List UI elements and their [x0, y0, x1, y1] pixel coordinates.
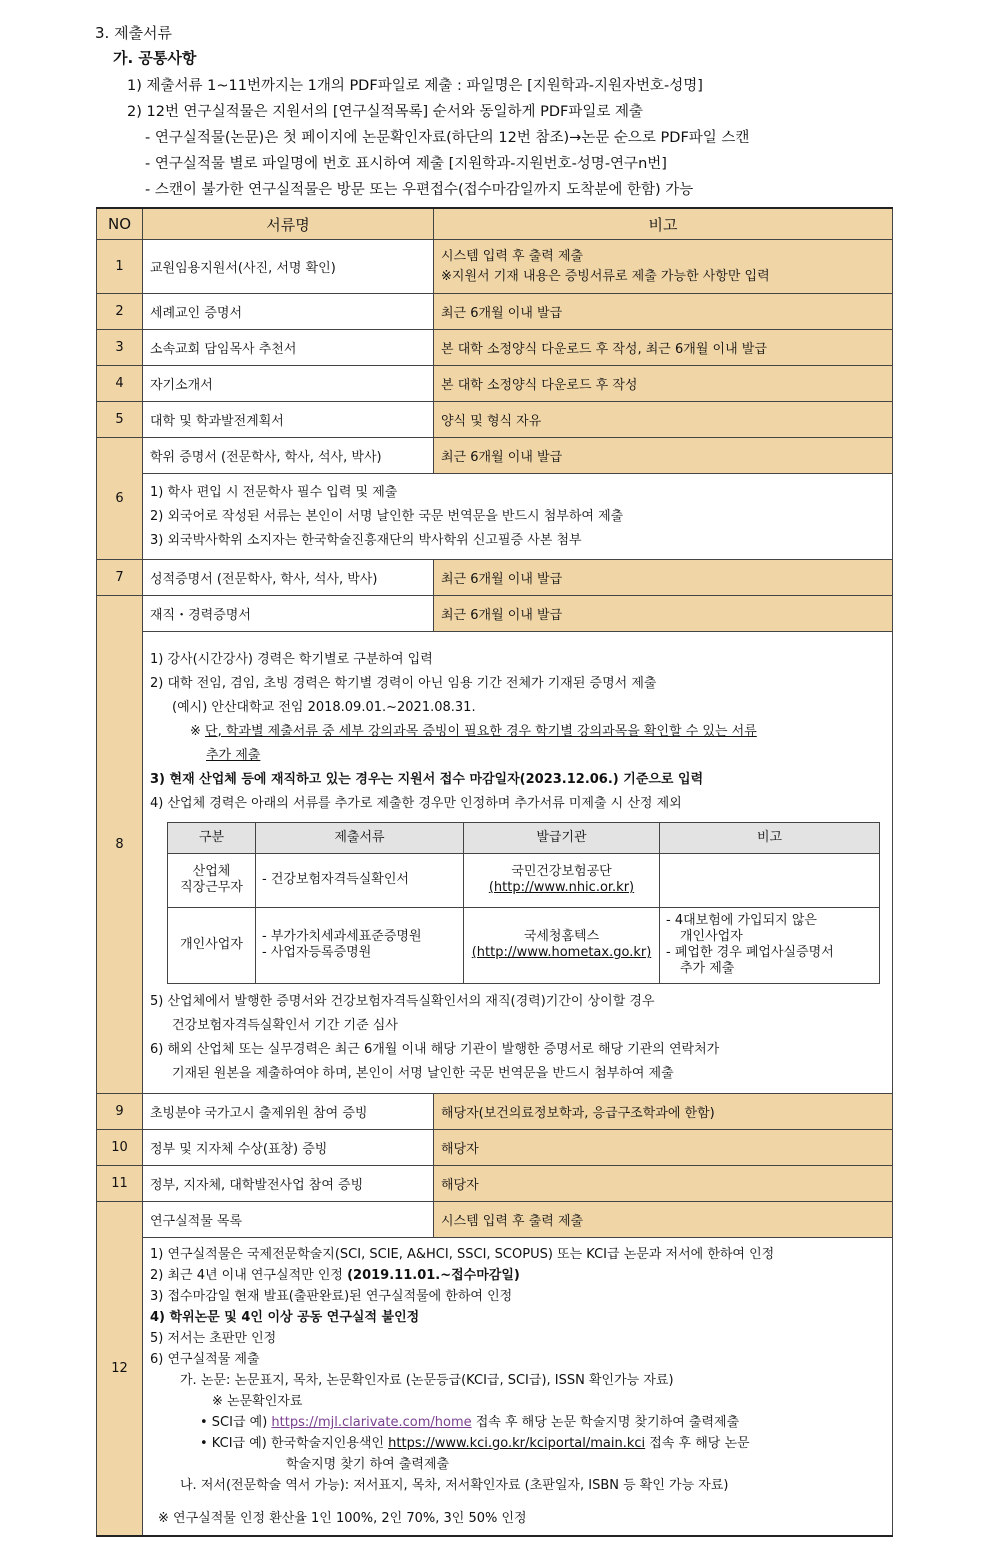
nhic-link[interactable]: (http://www.nhic.or.kr)	[488, 880, 635, 895]
row-no: 9	[97, 1094, 143, 1130]
detail-line: 기재된 원본을 제출하여야 하며, 본인이 서명 날인한 국문 번역문을 반드시 첨부하여 제출	[172, 1065, 674, 1081]
doc-name: 연구실적물 목록	[143, 1202, 434, 1238]
note-line: ※지원서 기재 내용은 증빙서류로 제출 가능한 사항만 입력	[441, 268, 770, 284]
table-row	[97, 438, 893, 474]
detail-line: 1) 강사(시간강사) 경력은 학기별로 구분하여 입력	[150, 651, 433, 667]
sub-org-url[interactable]	[470, 880, 653, 896]
sub-note-line: - 폐업한 경우 폐업사실증명서	[666, 945, 834, 960]
table-row	[97, 1094, 893, 1130]
sub-row	[168, 907, 880, 983]
detail-line: 2) 외국어로 작성된 서류는 본인이 서명 날인한 국문 번역문을 반드시 첨부하여 제출	[150, 508, 624, 524]
doc-name: 자기소개서	[143, 366, 434, 402]
detail-line: 4) 학위논문 및 4인 이상 공동 연구실적 불인정	[150, 1310, 420, 1325]
detail-line: 3) 현재 산업체 등에 재직하고 있는 경우는 지원서 접수 마감일자(2023.12.06.) 기준으로 입력	[150, 771, 704, 787]
table-row-detail	[97, 1238, 893, 1537]
doc-note: 해당자(보건의료정보학과, 응급구조학과에 한함)	[434, 1094, 893, 1130]
row-no: 7	[97, 560, 143, 596]
sub-header-row	[168, 822, 880, 853]
sub-col-header: 발급기관	[464, 822, 660, 853]
sci-link[interactable]: https://mjl.clarivate.com/home	[271, 1415, 472, 1430]
detail-text: • KCI급 예) 한국학술지인용색인	[200, 1436, 389, 1451]
detail-text: 접속 후 해당 논문 학술지명 찾기하여 출력제출	[471, 1415, 740, 1430]
doc-note: 해당자	[434, 1130, 893, 1166]
heading-line-4: - 연구실적물 별로 파일명에 번호 표시하여 제출 [지원학과-지원번호-성명-연구n번]	[145, 156, 667, 172]
row-no: 3	[97, 330, 143, 366]
row-no: 11	[97, 1166, 143, 1202]
detail-text: • SCI급 예)	[200, 1415, 272, 1430]
doc-note: 본 대학 소정양식 다운로드 후 작성	[434, 366, 893, 402]
detail-line	[150, 720, 885, 744]
sub-note-line: 개인사업자	[680, 929, 743, 944]
sub-org	[464, 907, 660, 983]
sub-org-name: 국세청홈텍스	[523, 929, 600, 944]
doc-note: 시스템 입력 후 출력 제출	[434, 1202, 893, 1238]
doc-note: 최근 6개월 이내 발급	[434, 438, 893, 474]
sub-col-header: 제출서류	[256, 822, 464, 853]
detail-bold: (2019.11.01.~접수마감일)	[347, 1268, 520, 1283]
sub-org-name: 국민건강보험공단	[511, 864, 612, 879]
sub-note-line: - 4대보험에 가입되지 않은	[666, 913, 817, 928]
row-no: 12	[97, 1202, 143, 1537]
table-row	[97, 596, 893, 632]
row-no: 6	[97, 438, 143, 560]
sub-type-line: 산업체	[192, 864, 231, 879]
doc-note: 양식 및 형식 자유	[434, 402, 893, 438]
detail-text: 접속 후 해당 논문	[645, 1436, 750, 1451]
detail-line: ※ 연구실적물 인정 환산율 1인 100%, 2인 70%, 3인 50% 인정	[158, 1511, 527, 1526]
doc-name: 세례교인 증명서	[143, 294, 434, 330]
doc-note: 최근 6개월 이내 발급	[434, 294, 893, 330]
table-row-detail	[97, 632, 893, 1094]
detail-line	[150, 1433, 885, 1454]
sub-doc-line: - 사업자등록증명원	[262, 945, 372, 960]
detail-line: (예시) 안산대학교 전임 2018.09.01.~2021.08.31.	[172, 699, 476, 715]
row-no: 2	[97, 294, 143, 330]
detail-line: 나. 저서(전문학술 역서 가능): 저서표지, 목차, 저서확인자료 (초판일자, ISBN 등 확인 가능 자료)	[180, 1478, 729, 1493]
row-no: 5	[97, 402, 143, 438]
detail-line: 가. 논문: 논문표지, 목차, 논문확인자료 (논문등급(KCI급, SCI급), ISSN 확인가능 자료)	[180, 1373, 674, 1388]
doc-note: 최근 6개월 이내 발급	[434, 560, 893, 596]
doc-name: 정부, 지자체, 대학발전사업 참여 증빙	[143, 1166, 434, 1202]
col-note-header: 비고	[434, 208, 893, 240]
sub-org	[464, 853, 660, 907]
detail-line: 4) 산업체 경력은 아래의 서류를 추가로 제출한 경우만 인정하며 추가서류 미제출 시 산정 제외	[150, 795, 682, 811]
sub-note	[660, 907, 880, 983]
sub-docs: - 건강보험자격득실확인서	[256, 853, 464, 907]
table-row	[97, 1166, 893, 1202]
doc-name: 학위 증명서 (전문학사, 학사, 석사, 박사)	[143, 438, 434, 474]
table-row	[97, 330, 893, 366]
detail-line: 6) 연구실적물 제출	[150, 1352, 260, 1367]
detail-underlined: 단, 학과별 제출서류 중 세부 강의과목 증빙이 필요한 경우 학기별 강의과목을 확인할 수 있는 서류	[205, 723, 757, 739]
doc-name: 재직・경력증명서	[143, 596, 434, 632]
detail-line: 5) 산업체에서 발행한 증명서와 건강보험자격득실확인서의 재직(경력)기간이 상이할 경우	[150, 993, 655, 1009]
table-row	[97, 240, 893, 294]
sub-col-header: 비고	[660, 822, 880, 853]
detail-line: 1) 학사 편입 시 전문학사 필수 입력 및 제출	[150, 484, 398, 500]
table-row	[97, 560, 893, 596]
detail-line	[150, 1265, 885, 1286]
sub-docs	[256, 907, 464, 983]
hometax-link[interactable]: (http://www.hometax.go.kr)	[471, 945, 652, 960]
heading-line-1: 1) 제출서류 1~11번까지는 1개의 PDF파일로 제출 : 파일명은 [지원학과-지원자번호-성명]	[127, 78, 703, 94]
table-row	[97, 366, 893, 402]
heading-line-5: - 스캔이 불가한 연구실적물은 방문 또는 우편접수(접수마감일까지 도착분에 한함) 가능	[145, 182, 694, 198]
spacer	[150, 1496, 885, 1508]
doc-note: 최근 6개월 이내 발급	[434, 596, 893, 632]
detail-underlined: 추가 제출	[206, 747, 261, 763]
sub-note-line: 추가 제출	[680, 961, 735, 976]
row-detail	[143, 1238, 893, 1537]
row-no: 4	[97, 366, 143, 402]
table-header-row	[97, 208, 893, 240]
row-no: 8	[97, 596, 143, 1094]
doc-name: 대학 및 학과발전계획서	[143, 402, 434, 438]
detail-line: 3) 접수마감일 현재 발표(출판완료)된 연구실적물에 한하여 인정	[150, 1289, 513, 1304]
row-no: 1	[97, 240, 143, 294]
heading-line-3: - 연구실적물(논문)은 첫 페이지에 논문확인자료(하단의 12번 참조)→논문 순으로 PDF파일 스캔	[145, 130, 750, 146]
sub-col-header: 구분	[168, 822, 256, 853]
heading-line-2: 2) 12번 연구실적물은 지원서의 [연구실적목록] 순서와 동일하게 PDF파일로 제출	[127, 104, 643, 120]
row-no: 10	[97, 1130, 143, 1166]
table-row	[97, 1202, 893, 1238]
detail-line: ※ 논문확인자료	[212, 1394, 303, 1409]
doc-name: 소속교회 담임목사 추천서	[143, 330, 434, 366]
detail-line: 6) 해외 산업체 또는 실무경력은 최근 6개월 이내 해당 기관이 발행한 증명서로 해당 기관의 연락처가	[150, 1041, 720, 1057]
detail-line	[150, 744, 885, 768]
col-no-header: NO	[97, 208, 143, 240]
col-name-header: 서류명	[143, 208, 434, 240]
detail-line: 5) 저서는 초판만 인정	[150, 1331, 277, 1346]
table-row	[97, 1130, 893, 1166]
sub-note	[660, 853, 880, 907]
detail-text: 2) 최근 4년 이내 연구실적만 인정	[150, 1268, 348, 1283]
detail-line: 2) 대학 전임, 겸임, 초빙 경력은 학기별 경력이 아닌 임용 기간 전체가 기재된 증명서 제출	[150, 675, 657, 691]
detail-line: 1) 연구실적물은 국제전문학술지(SCI, SCIE, A&HCI, SSCI, SCOPUS) 또는 KCI급 논문과 저서에 한하여 인정	[150, 1247, 775, 1262]
sub-type: 개인사업자	[168, 907, 256, 983]
kci-link[interactable]: https://www.kci.go.kr/kciportal/main.kci	[388, 1436, 646, 1451]
doc-note	[434, 240, 893, 294]
table-row	[97, 402, 893, 438]
doc-note: 해당자	[434, 1166, 893, 1202]
table-row	[97, 294, 893, 330]
detail-line: 3) 외국박사학위 소지자는 한국학술진흥재단의 박사학위 신고필증 사본 첨부	[150, 532, 582, 548]
detail-line	[150, 1412, 885, 1433]
doc-note: 본 대학 소정양식 다운로드 후 작성, 최근 6개월 이내 발급	[434, 330, 893, 366]
detail-line: 학술지명 찾기 하여 출력제출	[286, 1457, 450, 1472]
subsection-title: 가. 공통사항	[113, 49, 197, 67]
doc-name: 초빙분야 국가고시 출제위원 참여 증빙	[143, 1094, 434, 1130]
career-docs-table	[167, 822, 880, 984]
section-title: 3. 제출서류	[95, 24, 173, 42]
sub-row	[168, 853, 880, 907]
table-row-detail	[97, 474, 893, 560]
row-detail	[143, 474, 893, 560]
doc-name: 정부 및 지자체 수상(표창) 증빙	[143, 1130, 434, 1166]
detail-line: 건강보험자격득실확인서 기간 기준 심사	[172, 1017, 398, 1033]
documents-table	[96, 207, 893, 1537]
note-line: 시스템 입력 후 출력 제출	[441, 248, 584, 264]
sub-type	[168, 853, 256, 907]
sub-doc-line: - 부가가치세과세표준증명원	[262, 929, 422, 944]
doc-name: 성적증명서 (전문학사, 학사, 석사, 박사)	[143, 560, 434, 596]
row-detail	[143, 632, 893, 1094]
note-mark: ※	[190, 723, 201, 739]
sub-type-line: 직장근무자	[180, 880, 243, 895]
doc-name: 교원임용지원서(사진, 서명 확인)	[143, 240, 434, 294]
